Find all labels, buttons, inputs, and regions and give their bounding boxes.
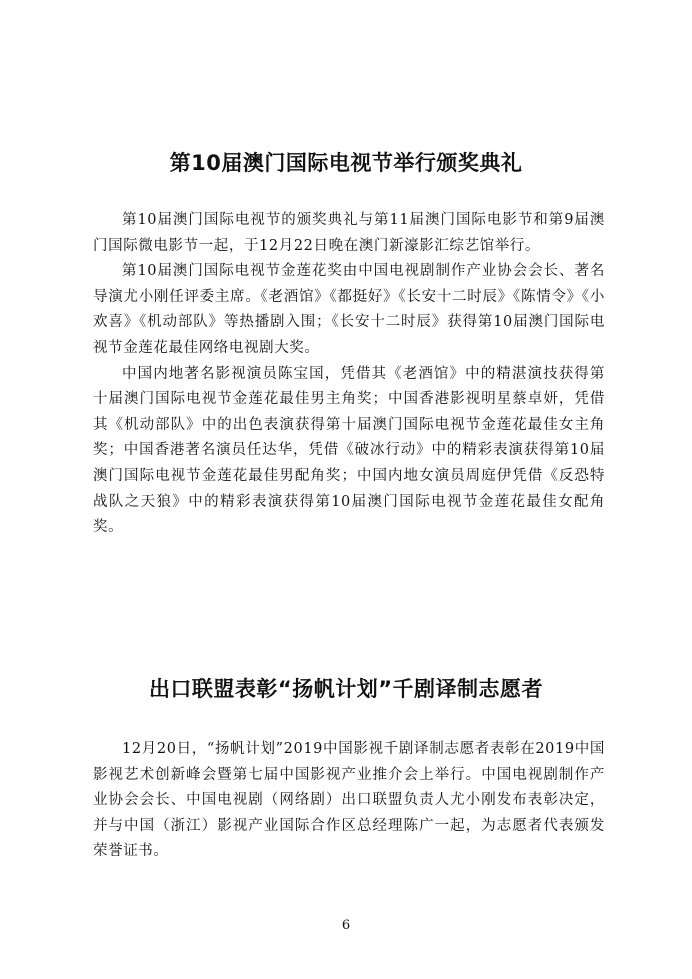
paragraph: 12月20日，“扬帆计划”2019中国影视千剧译制志愿者表彰在2019中国影视艺术创新峰会暨第七届中国影视产业推介会上举行。中国电视剧制作产业协会会长、中国电视剧（网络剧）出口联盟负责人尤小刚发布表彰决定，并与中国（浙江）影视产业国际合作区总经理陈广一起，为志愿者代表颁发荣誉证书。 [93,741,605,860]
article-body [93,737,605,865]
article-macau-tv-festival [0,148,692,536]
paragraph: 第10届澳门国际电视节的颁奖典礼与第11届澳门国际电影节和第9届澳门国际微电影节一起，于12月22日晚在澳门新濠影汇综艺馆举行。 [93,212,605,254]
article-body [93,208,605,541]
paragraph: 中国内地著名影视演员陈宝国，凭借其《老酒馆》中的精湛演技获得第十届澳门国际电视节金莲花最佳男主角奖；中国香港影视明星蔡卓妍，凭借其《机动部队》中的出色表演获得第十届澳门国际电视节金莲花最佳女主角奖；中国香港著名演员任达华，凭借《破冰行动》中的精彩表演获得第10届澳门国际电视节金莲花最佳男配角奖；中国内地女演员周庭伊凭借《反恐特战队之天狼》中的精彩表演获得第10届澳门国际电视节金莲花最佳女配角奖。 [93,365,605,536]
article-title: 第10届澳门国际电视节举行颁奖典礼 [169,151,523,175]
page-number: 6 [341,918,351,933]
article-export-alliance [0,674,692,860]
article-title: 出口联盟表彰“扬帆计划”千剧译制志愿者 [148,677,544,701]
paragraph: 第10届澳门国际电视节金莲花奖由中国电视剧制作产业协会会长、著名导演尤小刚任评委主席。《老酒馆》《都挺好》《长安十二时辰》《陈情令》《小欢喜》《机动部队》等热播剧入围；《长安十二时辰》获得第10届澳门国际电视节金莲花最佳网络电视剧大奖。 [93,263,605,356]
